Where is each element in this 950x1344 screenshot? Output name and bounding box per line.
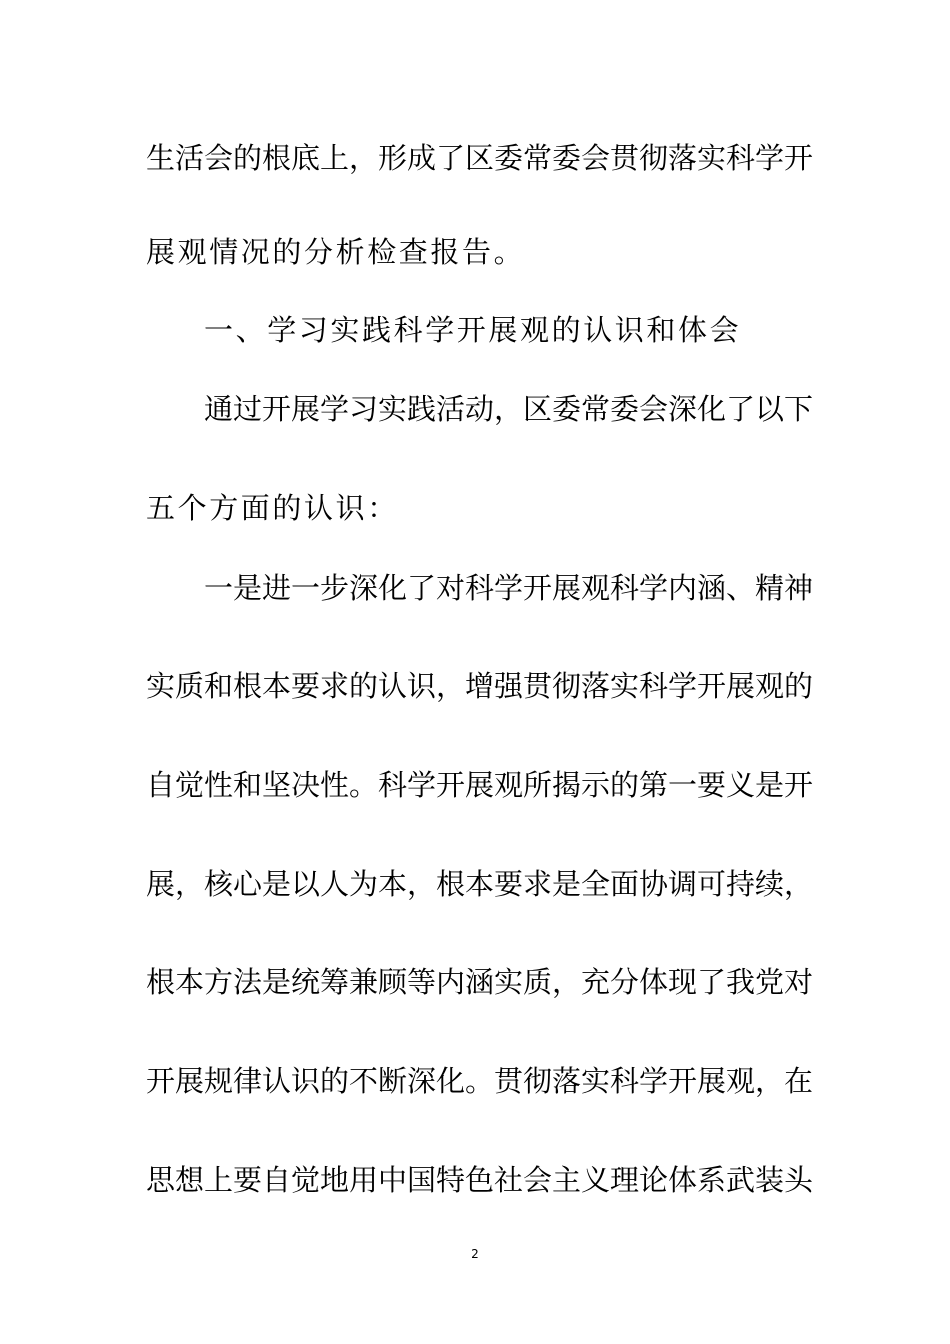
body-text-line: 思想上要自觉地用中国特色社会主义理论体系武装头 bbox=[146, 1163, 814, 1197]
body-text-line: 一是进一步深化了对科学开展观科学内涵、精神 bbox=[204, 571, 814, 605]
body-text-line: 五个方面的认识： bbox=[146, 491, 399, 525]
body-text-line: 自觉性和坚决性。科学开展观所揭示的第一要义是开 bbox=[146, 768, 814, 802]
body-text-line: 实质和根本要求的认识，增强贯彻落实科学开展观的 bbox=[146, 669, 814, 703]
page-number: 2 bbox=[471, 1247, 479, 1261]
body-text-line: 通过开展学习实践活动，区委常委会深化了以下 bbox=[204, 392, 814, 426]
section-heading: 一、学习实践科学开展观的认识和体会 bbox=[204, 313, 742, 347]
body-text-line: 生活会的根底上，形成了区委常委会贯彻落实科学开 bbox=[146, 141, 814, 175]
body-text-line: 根本方法是统筹兼顾等内涵实质，充分体现了我党对 bbox=[146, 965, 814, 999]
body-text-line: 展，核心是以人为本，根本要求是全面协调可持续， bbox=[146, 867, 814, 901]
body-text-line: 展观情况的分析检查报告。 bbox=[146, 235, 526, 269]
body-text-line: 开展规律认识的不断深化。贯彻落实科学开展观，在 bbox=[146, 1064, 814, 1098]
